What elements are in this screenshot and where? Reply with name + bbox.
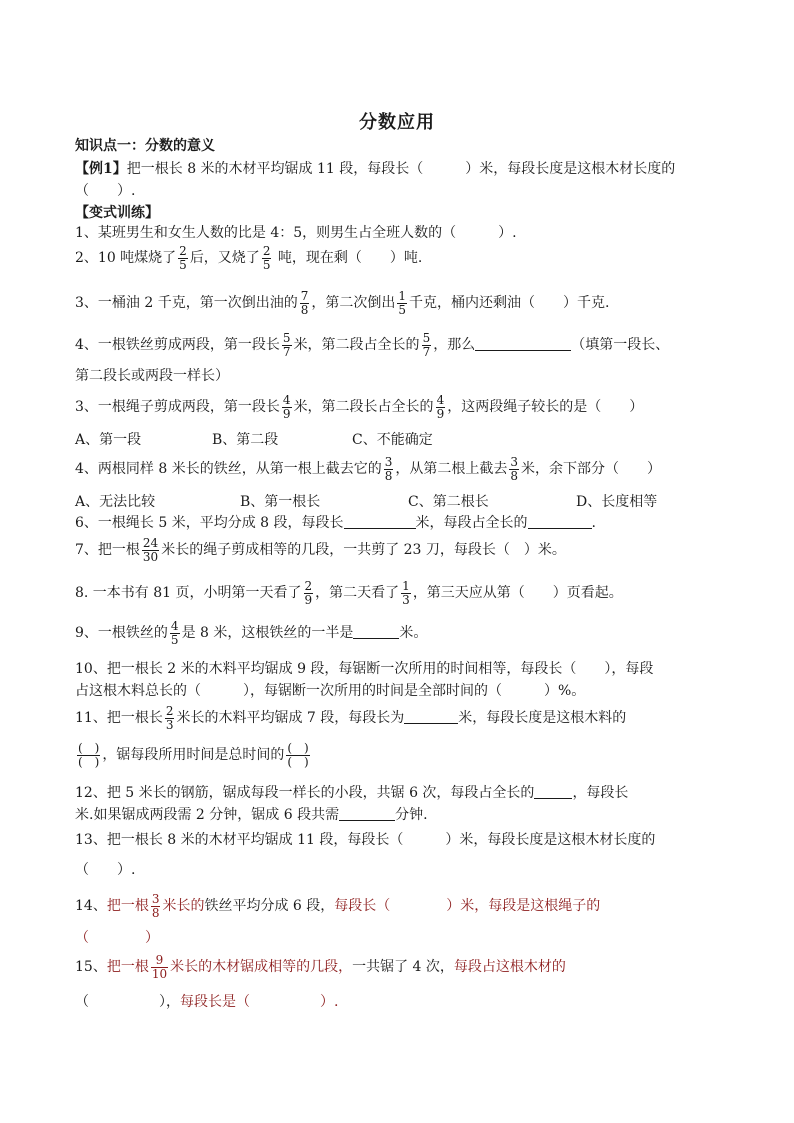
question-13-line-2 xyxy=(75,806,428,824)
q15-f1-numerator: 3 xyxy=(151,891,160,906)
q6-f2-numerator: 3 xyxy=(510,454,518,469)
q6-text-c: 米，余下部分（ ） xyxy=(521,461,661,477)
q4-f1-numerator: 5 xyxy=(282,330,291,345)
q13-blank-1[interactable] xyxy=(534,784,572,799)
q4-fraction-1 xyxy=(282,332,292,359)
q12-text-a: 11、把一根长 xyxy=(75,710,163,726)
example-label: 【例1】 xyxy=(75,161,127,177)
q9-fraction-1 xyxy=(304,580,314,607)
q16-text-d: 每段占这根木材的 xyxy=(453,959,566,975)
q13-text-c: 米.如果锯成两段需 2 分钟，锯成 6 段共需 xyxy=(75,807,340,823)
q3-f1-denominator: 8 xyxy=(300,302,309,317)
q5-f1-numerator: 4 xyxy=(282,392,291,407)
q6-option-d[interactable]: D、长度相等 xyxy=(576,494,658,510)
q6-option-b[interactable]: B、第一根长 xyxy=(240,494,321,510)
q3-f2-numerator: 1 xyxy=(398,288,406,303)
q5-text-b: 米，第二段长占全长的 xyxy=(293,399,434,415)
q8-f1-numerator: 24 xyxy=(142,535,159,550)
q6-option-a[interactable]: A、无法比较 xyxy=(75,494,156,510)
page-title: 分数应用 xyxy=(359,112,435,133)
example-line-2: （ ）. xyxy=(75,183,136,199)
q8-f1-denominator: 30 xyxy=(142,549,159,564)
q16-f1-numerator: 9 xyxy=(151,954,168,968)
q10-f1-denominator: 5 xyxy=(170,632,179,647)
q4-text-d: （填第一段长、 xyxy=(571,337,670,353)
q4-fraction-2 xyxy=(422,332,432,359)
q5-f1-denominator: 9 xyxy=(282,406,291,421)
q9-f1-numerator: 2 xyxy=(304,578,313,593)
variant-heading: 【变式训练】 xyxy=(75,205,159,221)
question-4-cont: 第二段长或两段一样长） xyxy=(75,368,229,384)
q3-fraction-2 xyxy=(397,290,407,317)
q10-fraction-1 xyxy=(170,620,180,647)
q12-pb1-denominator: ( ) xyxy=(78,754,100,769)
question-8 xyxy=(75,535,566,565)
question-12 xyxy=(75,703,626,733)
q16-f1-denominator: 10 xyxy=(151,966,168,981)
q5-option-a[interactable]: A、第一段 xyxy=(75,432,142,448)
q2-fraction-1 xyxy=(178,245,188,272)
q12-pb1-numerator: ( ) xyxy=(78,740,100,755)
question-1: 1、某班男生和女生人数的比是 4：5，则男生占全班人数的（ ）. xyxy=(75,225,517,241)
q6-f1-denominator: 8 xyxy=(384,468,393,483)
example-text-1: 把一根长 8 米的木材平均锯成 11 段，每段长（ ）米，每段长度是这根木材长度的 xyxy=(126,161,676,177)
q2-text-b: 后，又烧了 xyxy=(189,250,260,266)
q6-f1-numerator: 3 xyxy=(384,454,393,469)
question-3 xyxy=(75,288,609,318)
q6-fraction-2 xyxy=(509,456,519,483)
q12-fraction-1 xyxy=(165,705,175,732)
q12-f1-denominator: 3 xyxy=(165,717,174,732)
q5-text-a: 3、一根绳子剪成两段，第一段长 xyxy=(75,399,280,415)
q12-f1-numerator: 2 xyxy=(165,703,174,718)
question-10 xyxy=(75,618,427,648)
q4-text-a: 4、一根铁丝剪成两段，第一段长 xyxy=(75,337,280,353)
question-6 xyxy=(75,454,661,484)
q9-fraction-2 xyxy=(401,580,411,607)
q3-fraction-1 xyxy=(300,290,310,317)
q12-text-b: 米长的木料平均锯成 7 段，每段长为 xyxy=(176,710,405,726)
question-13-line-1 xyxy=(75,784,628,802)
q4-text-c: ，那么 xyxy=(433,337,476,353)
q12-text-d: ，锯每段所用时间是总时间的 xyxy=(102,747,285,763)
q16-number: 15、 xyxy=(75,959,107,975)
q6-text-a: 4、两根同样 8 米长的铁丝，从第一根上截去它的 xyxy=(75,461,382,477)
q6-fraction-1 xyxy=(384,456,394,483)
q16-text-a: 把一根 xyxy=(106,959,149,975)
q12-pb2-denominator: ( ) xyxy=(287,754,309,769)
q4-f1-denominator: 7 xyxy=(282,344,291,359)
q2-text-a: 2、10 吨煤烧了 xyxy=(75,250,177,266)
question-15-cont: （ ） xyxy=(75,930,159,946)
q15-text-d: 每段长（ ）米，每段是这根绳子的 xyxy=(334,898,601,914)
q5-option-c[interactable]: C、不能确定 xyxy=(352,432,433,448)
q13-text-a: 12、把 5 米长的钢筋，锯成每段一样长的小段，共锯 6 次，每段占全长的 xyxy=(75,785,535,801)
q7-blank-1[interactable] xyxy=(344,514,416,529)
q2-f2-denominator: 5 xyxy=(262,257,271,272)
question-14-line-1: 13、把一根长 8 米的木材平均锯成 11 段，每段长（ ）米，每段长度是这根木材长度的 xyxy=(75,832,656,848)
q7-text-c: . xyxy=(591,515,596,531)
q3-text-c: 千克，桶内还剩油（ ）千克. xyxy=(409,295,610,311)
q5-f2-denominator: 9 xyxy=(436,406,445,421)
q5-text-c: ，这两段绳子较长的是（ ） xyxy=(447,399,644,415)
q6-option-c[interactable]: C、第二根长 xyxy=(408,494,489,510)
q12-fraction-blank-2[interactable] xyxy=(286,742,309,769)
q15-text-b: 米长的 xyxy=(162,898,205,914)
q10-text-c: 米。 xyxy=(399,625,428,641)
q3-f1-numerator: 7 xyxy=(300,288,309,303)
q2-f1-numerator: 2 xyxy=(179,243,187,258)
q8-text-a: 7、把一根 xyxy=(75,542,140,558)
q5-option-b[interactable]: B、第二段 xyxy=(212,432,279,448)
question-16 xyxy=(75,952,566,982)
q12-text-c: 米，每段长度是这根木料的 xyxy=(458,710,627,726)
q9-text-b: ，第二天看了 xyxy=(315,585,400,601)
q7-text-a: 6、一根绳长 5 米，平均分成 8 段，每段长 xyxy=(75,515,344,531)
q16-text-f: 每段长是（ ）. xyxy=(180,994,339,1010)
q12-pb2-numerator: ( ) xyxy=(287,740,309,755)
q2-f2-numerator: 2 xyxy=(262,243,271,258)
q5-f2-numerator: 4 xyxy=(436,392,445,407)
q15-f1-denominator: 8 xyxy=(151,905,160,920)
q16-text-e: （ ）， xyxy=(75,994,180,1010)
q8-fraction-1 xyxy=(142,537,159,564)
example-line-1 xyxy=(75,160,675,178)
q15-fraction-1 xyxy=(151,893,161,920)
q3-f2-denominator: 5 xyxy=(398,302,406,317)
question-9 xyxy=(75,578,623,608)
q2-fraction-2 xyxy=(262,245,272,272)
section-heading: 知识点一：分数的意义 xyxy=(75,138,215,154)
q2-f1-denominator: 5 xyxy=(179,257,187,272)
q13-text-b: ，每段长 xyxy=(572,785,629,801)
q9-f2-numerator: 1 xyxy=(402,578,410,593)
q7-blank-2[interactable] xyxy=(528,514,592,529)
q8-text-b: 米长的绳子剪成相等的几段，一共剪了 23 刀，每段长（ ）米。 xyxy=(161,542,566,558)
q4-answer-blank[interactable] xyxy=(475,336,571,351)
q16-fraction-1 xyxy=(151,954,168,981)
q3-text-a: 3、一桶油 2 千克，第一次倒出油的 xyxy=(75,295,298,311)
q12-fraction-blank-1[interactable] xyxy=(77,742,100,769)
q15-number: 14、 xyxy=(75,898,107,914)
q16-text-c: 一共锯了 4 次， xyxy=(352,959,454,975)
q15-text-a: 把一根 xyxy=(106,898,149,914)
q10-text-a: 9、一根铁丝的 xyxy=(75,625,168,641)
q6-text-b: ，从第二根上截去 xyxy=(395,461,508,477)
q15-text-c: 铁丝平均分成 6 段， xyxy=(204,898,335,914)
question-11-line-1: 10、把一根长 2 米的木料平均锯成 9 段，每锯断一次所用的时间相等，每段长（ ），每段 xyxy=(75,661,654,677)
q5-fraction-2 xyxy=(436,394,446,421)
q3-text-b: ，第二次倒出 xyxy=(311,295,396,311)
q9-text-c: ，第三天应从第（ ）页看起。 xyxy=(412,585,623,601)
q10-text-b: 是 8 米，这根铁丝的一半是 xyxy=(181,625,354,641)
q16-text-b: 米长的木材锯成相等的几段， xyxy=(170,959,353,975)
question-5 xyxy=(75,392,643,422)
q12-blank[interactable] xyxy=(404,709,458,724)
q13-blank-2[interactable] xyxy=(339,806,395,821)
q4-f2-numerator: 5 xyxy=(422,330,431,345)
q5-fraction-1 xyxy=(282,394,292,421)
question-12-cont xyxy=(75,740,312,770)
q9-text-a: 8. 一本书有 81 页，小明第一天看了 xyxy=(75,585,302,601)
question-14-line-2: （ ）. xyxy=(75,862,136,878)
question-11-line-2: 占这根木料总长的（ ），每锯断一次所用的时间是全部时间的（ ）%。 xyxy=(75,683,586,699)
q7-text-b: 米，每段占全长的 xyxy=(415,515,528,531)
q9-f1-denominator: 9 xyxy=(304,592,313,607)
question-2 xyxy=(75,243,422,273)
q13-text-d: 分钟. xyxy=(395,807,428,823)
q9-f2-denominator: 3 xyxy=(402,592,410,607)
q4-text-b: 米，第二段占全长的 xyxy=(293,337,420,353)
q10-blank[interactable] xyxy=(353,624,399,639)
q4-f2-denominator: 7 xyxy=(422,344,431,359)
question-15 xyxy=(75,891,600,921)
q2-text-c: 吨，现在剩（ ）吨. xyxy=(277,250,423,266)
q10-f1-numerator: 4 xyxy=(170,618,179,633)
question-7 xyxy=(75,514,596,532)
question-16-cont xyxy=(75,993,338,1011)
q6-f2-denominator: 8 xyxy=(510,468,518,483)
question-4 xyxy=(75,330,669,360)
